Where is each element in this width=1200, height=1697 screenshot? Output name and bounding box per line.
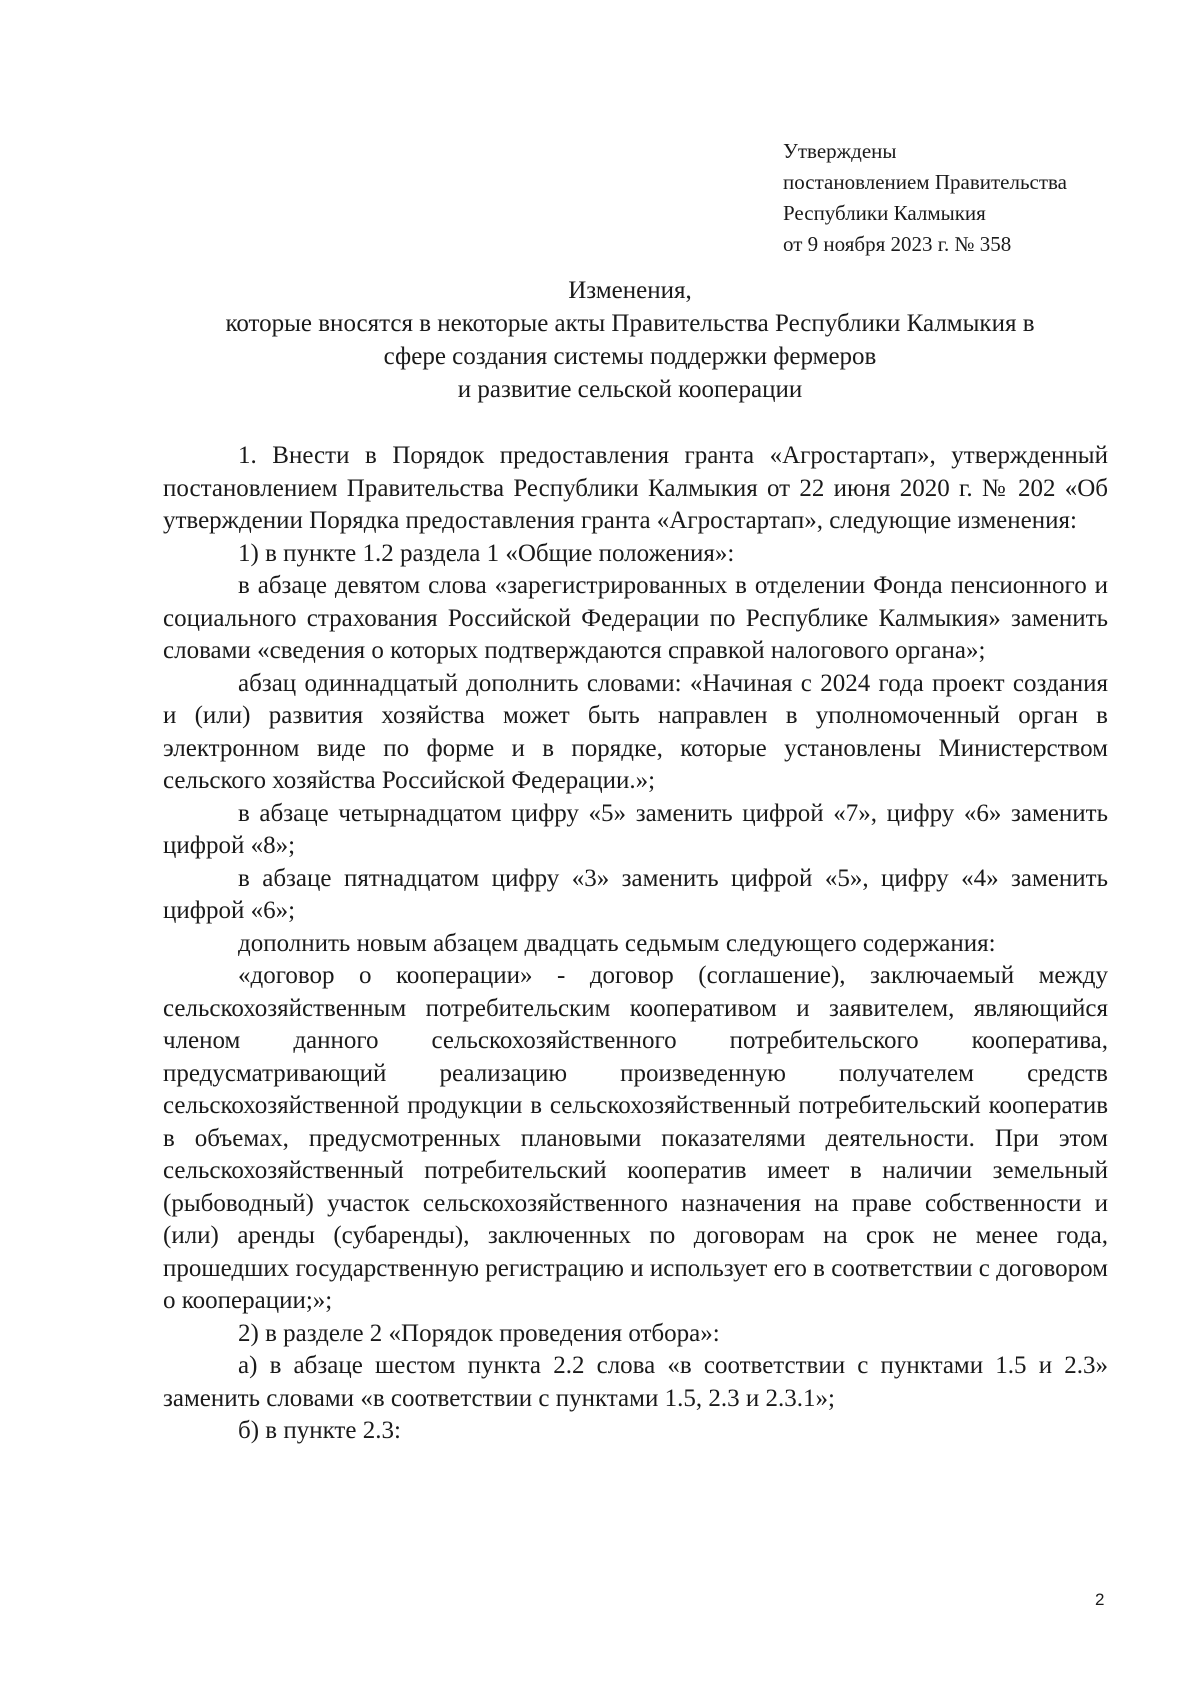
heading-line: которые вносятся в некоторые акты Правительства Республики Калмыкия в	[225, 310, 1035, 337]
page-number: 2	[1095, 1590, 1105, 1609]
paragraph: 1) в пункте 1.2 раздела 1 «Общие положения»:	[238, 539, 735, 567]
approval-line: Республики Калмыкия	[783, 201, 986, 225]
paragraph: «договор о кооперации» - договор (соглашение), заключаемый между сельскохозяйственным потребительским кооперативом и заявителем, являющийся членом данного сельскохозяйственного потребительского кооператива, предусматривающий реализацию произведенную получателем средств сельскохозяйственной продукции в сельскохозяйственный потребительский кооператив в объемах, предусмотренных плановыми показателями деятельности. При этом сельскохозяйственный потребительский кооператив имеет в наличии земельный (рыбоводный) участок сельскохозяйственного назначения на праве собственности и (или) аренды (субаренды), заключенных по договорам на срок не менее года, прошедших государственную регистрацию и использует его в соответствии с договором о кооперации;»;	[163, 962, 1108, 1314]
approval-line: Утверждены	[783, 139, 897, 163]
paragraph: в абзаце девятом слова «зарегистрированных в отделении Фонда пенсионного и социального страхования Российской Федерации по Республике Калмыкия» заменить словами «сведения о которых подтверждаются справкой налогового органа»;	[163, 572, 1108, 664]
paragraph: а) в абзаце шестом пункта 2.2 слова «в соответствии с пунктами 1.5 и 2.3» заменить словами «в соответствии с пунктами 1.5, 2.3 и 2.3.1»;	[163, 1352, 1108, 1412]
document-heading	[160, 274, 1100, 406]
heading-line: сфере создания системы поддержки фермеров	[383, 343, 877, 370]
approval-block	[783, 136, 1183, 260]
paragraph: 2) в разделе 2 «Порядок проведения отбора»:	[238, 1319, 720, 1347]
approval-line: постановлением Правительства	[783, 170, 1068, 194]
heading-line: Изменения,	[568, 277, 692, 304]
paragraph: в абзаце четырнадцатом цифру «5» заменить цифрой «7», цифру «6» заменить цифрой «8»;	[163, 799, 1108, 859]
paragraph: дополнить новым абзацем двадцать седьмым следующего содержания:	[238, 929, 996, 957]
heading-line: и развитие сельской кооперации	[457, 376, 803, 403]
paragraph: 1. Внести в Порядок предоставления гранта «Агростартап», утвержденный постановлением Правительства Республики Калмыкия от 22 июня 2020 г. № 202 «Об утверждении Порядка предоставления гранта «Агростартап», следующие изменения:	[163, 442, 1108, 534]
paragraph: в абзаце пятнадцатом цифру «3» заменить цифрой «5», цифру «4» заменить цифрой «6»;	[163, 864, 1108, 924]
paragraph: б) в пункте 2.3:	[238, 1417, 401, 1444]
approval-line: от 9 ноября 2023 г. № 358	[783, 232, 1012, 256]
paragraph: абзац одиннадцатый дополнить словами: «Начиная с 2024 года проект создания и (или) развития хозяйства может быть направлен в уполномоченный орган в электронном виде по форме и в порядке, которые установлены Министерством сельского хозяйства Российской Федерации.»;	[163, 669, 1108, 794]
document-body	[163, 440, 1108, 1448]
